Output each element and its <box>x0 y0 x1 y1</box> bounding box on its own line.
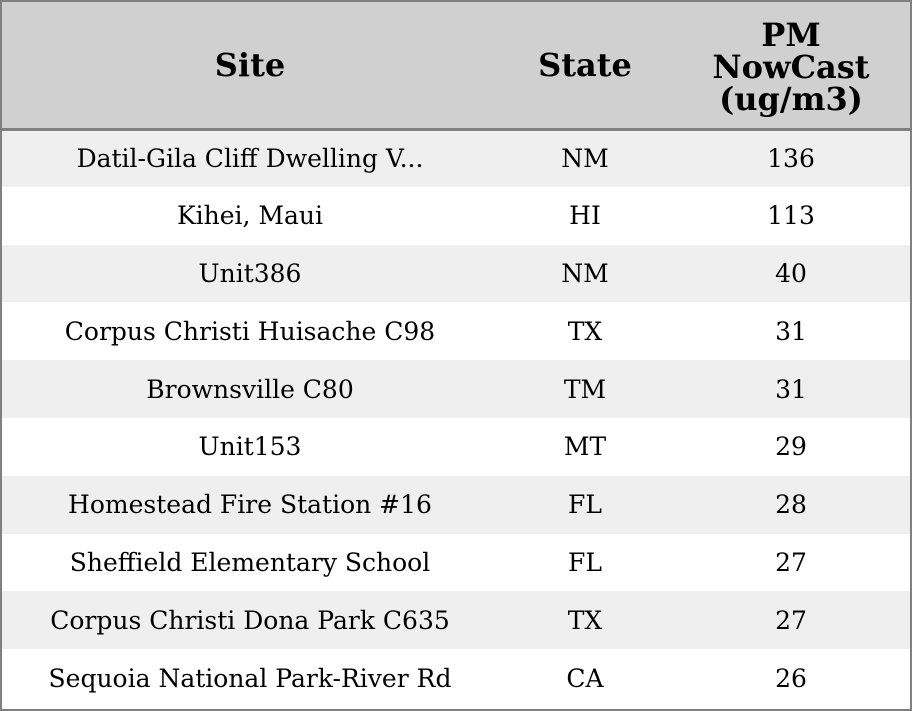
cell-state: TM <box>563 374 607 404</box>
table-row <box>2 591 910 649</box>
table-row <box>2 649 910 707</box>
cell-pm: 31 <box>775 374 807 404</box>
cell-pm: 31 <box>775 316 807 346</box>
cell-site: Unit153 <box>198 432 302 462</box>
cell-state: TX <box>567 605 603 635</box>
cell-site: Unit386 <box>198 258 302 288</box>
table-row <box>2 534 910 592</box>
table-row <box>2 245 910 303</box>
cell-site: Datil-Gila Cliff Dwelling V... <box>76 144 424 174</box>
table-row <box>2 129 910 187</box>
table-header <box>2 2 910 129</box>
cell-pm: 113 <box>767 201 815 231</box>
cell-pm: 29 <box>775 432 807 462</box>
cell-state: HI <box>569 201 601 231</box>
cell-state: CA <box>566 663 604 693</box>
cell-state: NM <box>561 144 609 174</box>
cell-site: Homestead Fire Station #16 <box>68 490 432 520</box>
cell-state: FL <box>568 490 602 520</box>
pm-header-line-3: (ug/m3) <box>719 79 863 118</box>
cell-site: Kihei, Maui <box>176 201 324 231</box>
table-body <box>2 129 910 707</box>
column-header-pm-nowcast <box>672 2 910 129</box>
pm-header-line-1: PM <box>761 15 821 54</box>
cell-site: Corpus Christi Dona Park C635 <box>50 605 450 635</box>
cell-state: TX <box>567 316 603 346</box>
table-row <box>2 302 910 360</box>
cell-pm: 40 <box>775 258 807 288</box>
table-row <box>2 476 910 534</box>
cell-pm: 27 <box>775 547 807 577</box>
cell-site: Brownsville C80 <box>146 374 354 404</box>
cell-pm: 26 <box>775 663 807 693</box>
column-header-site: Site <box>2 2 498 129</box>
cell-state: NM <box>561 258 609 288</box>
cell-site: Sheffield Elementary School <box>69 547 431 577</box>
table-row <box>2 418 910 476</box>
cell-state: FL <box>568 547 602 577</box>
header-row <box>2 2 910 129</box>
table-row <box>2 360 910 418</box>
cell-pm: 136 <box>767 144 815 174</box>
cell-site: Corpus Christi Huisache C98 <box>64 316 436 346</box>
pm-header-line-2: NowCast <box>712 47 870 86</box>
cell-pm: 28 <box>775 490 807 520</box>
column-header-state: State <box>498 2 672 129</box>
cell-state: MT <box>563 432 607 462</box>
cell-pm: 27 <box>775 605 807 635</box>
pm-nowcast-table <box>2 2 910 707</box>
cell-site: Sequoia National Park-River Rd <box>48 663 452 693</box>
table-row <box>2 187 910 245</box>
